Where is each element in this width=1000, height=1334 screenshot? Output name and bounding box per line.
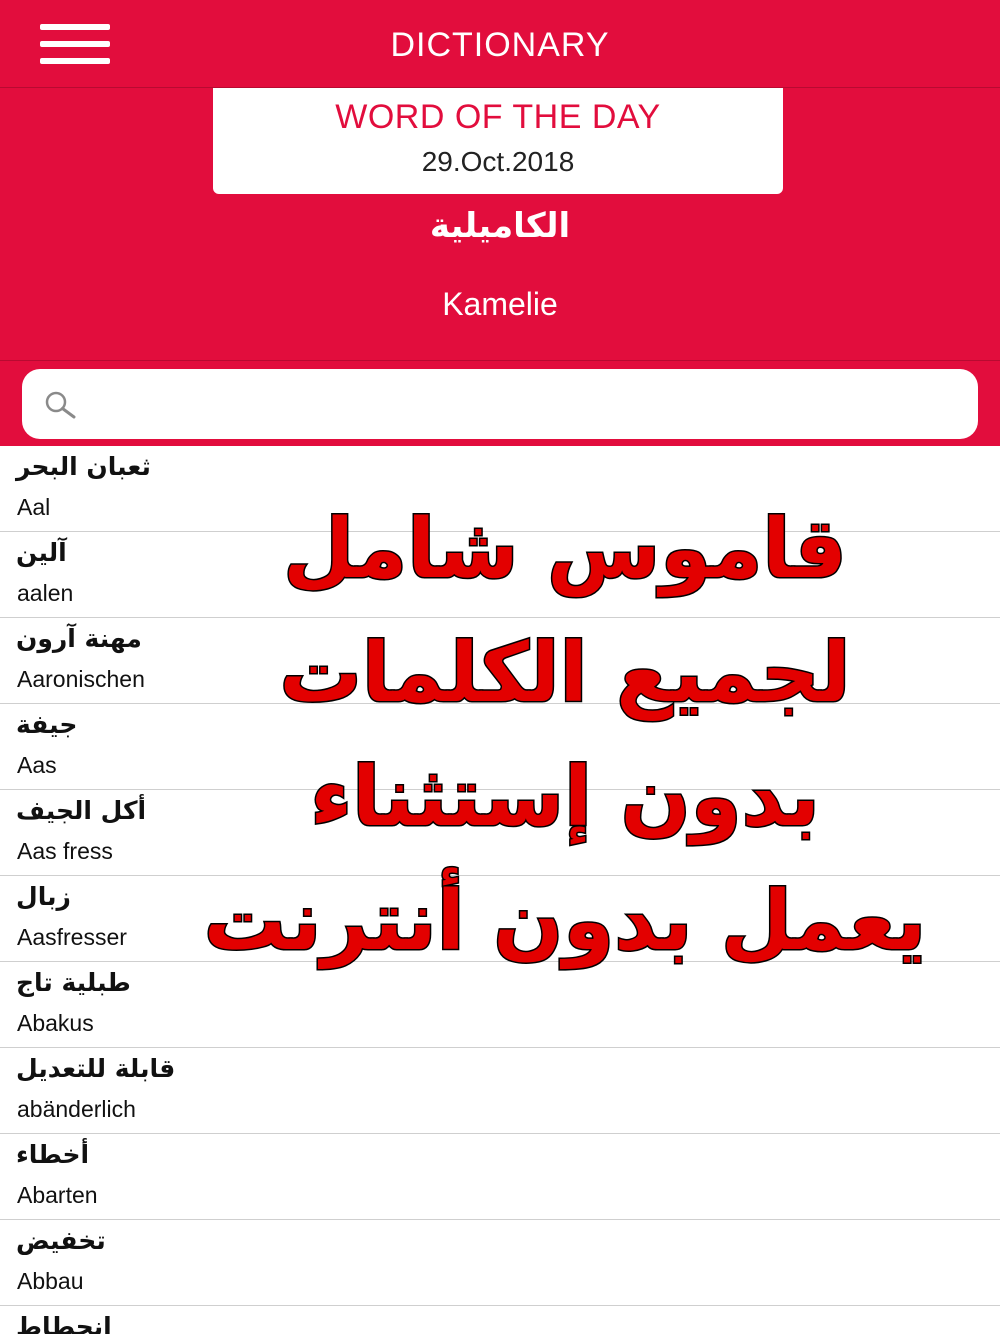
search-bar-area: [0, 360, 1000, 446]
entry-german: Abbau: [17, 1268, 84, 1294]
search-icon: [42, 389, 82, 421]
menu-line: [40, 41, 110, 47]
app-title: DICTIONARY: [390, 26, 610, 64]
entry-arabic: ثعبان البحر: [16, 452, 151, 481]
promo-line: يعمل بدون أنترنت: [203, 874, 927, 969]
word-of-the-day-date: 29.Oct.2018: [421, 146, 575, 177]
word-of-the-day-arabic[interactable]: الكاميلية: [429, 206, 571, 246]
entry-arabic: أخطاء: [16, 1140, 90, 1169]
entry-arabic: انحطاط: [16, 1312, 112, 1334]
hamburger-menu-icon[interactable]: [40, 24, 110, 64]
search-input[interactable]: [102, 381, 962, 427]
entry-german: Aas: [17, 752, 57, 778]
entry-german: Aas fress: [17, 838, 113, 864]
word-of-the-day-title: WORD OF THE DAY: [335, 98, 661, 136]
header: [0, 0, 1000, 360]
entry-german: Aasfresser: [17, 924, 127, 950]
list-item[interactable]: [0, 1048, 1000, 1134]
promo-line: لجميع الكلمات: [279, 626, 851, 721]
search-box[interactable]: [22, 369, 978, 439]
entry-german: Aaronischen: [17, 666, 145, 692]
entry-arabic: أكل الجيف: [16, 796, 147, 825]
promo-line: بدون إستثناء: [310, 750, 820, 845]
entry-arabic: طبلية تاج: [16, 968, 131, 997]
top-bar: [0, 0, 1000, 88]
menu-line: [40, 58, 110, 64]
entry-arabic: مهنة آرون: [16, 624, 142, 653]
list-item[interactable]: [0, 1306, 1000, 1334]
entry-arabic: زبال: [16, 882, 71, 911]
list-item[interactable]: [0, 1220, 1000, 1306]
entry-german: Aal: [17, 494, 51, 520]
promo-overlay-text: [150, 488, 980, 984]
menu-line: [40, 24, 110, 30]
word-of-the-day-german[interactable]: Kamelie: [442, 286, 558, 322]
entry-arabic: جيفة: [16, 710, 78, 739]
entry-german: Abarten: [17, 1182, 98, 1208]
entry-arabic: تخفيض: [16, 1226, 106, 1255]
list-item[interactable]: [0, 1134, 1000, 1220]
promo-line: قاموس شامل: [283, 502, 847, 597]
entry-german: abänderlich: [17, 1096, 136, 1122]
word-of-the-day-card: [213, 88, 783, 194]
entry-german: aalen: [17, 580, 74, 606]
entry-german: Abakus: [17, 1010, 94, 1036]
entry-arabic: آلين: [16, 538, 67, 567]
entry-arabic: قابلة للتعديل: [16, 1054, 176, 1083]
